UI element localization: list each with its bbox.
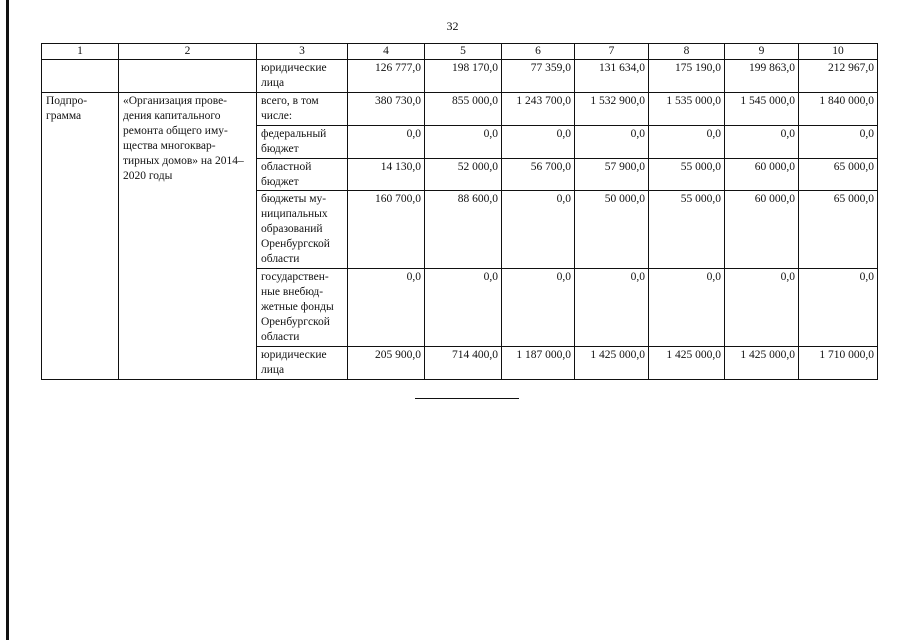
value-cell: 0,0 xyxy=(575,269,649,347)
value-cell: 714 400,0 xyxy=(425,346,502,379)
value-cell: 212 967,0 xyxy=(799,59,878,92)
value-cell: 205 900,0 xyxy=(348,346,425,379)
empty-cell xyxy=(42,59,119,92)
page-number: 32 xyxy=(446,19,459,33)
value-cell: 1 840 000,0 xyxy=(799,92,878,125)
funding-source-cell: юридические лица xyxy=(257,346,348,379)
value-cell: 0,0 xyxy=(799,125,878,158)
value-cell: 0,0 xyxy=(649,269,725,347)
value-cell: 1 710 000,0 xyxy=(799,346,878,379)
value-cell: 0,0 xyxy=(348,125,425,158)
value-cell: 0,0 xyxy=(725,269,799,347)
value-cell: 0,0 xyxy=(425,269,502,347)
closing-divider xyxy=(415,398,519,399)
budget-table xyxy=(41,43,878,380)
funding-source-cell: федеральный бюджет xyxy=(257,125,348,158)
value-cell: 50 000,0 xyxy=(575,191,649,269)
value-cell: 65 000,0 xyxy=(799,158,878,191)
value-cell: 14 130,0 xyxy=(348,158,425,191)
value-cell: 1 425 000,0 xyxy=(725,346,799,379)
header-row xyxy=(42,44,878,60)
column-header: 4 xyxy=(348,44,425,60)
value-cell: 1 187 000,0 xyxy=(502,346,575,379)
value-cell: 160 700,0 xyxy=(348,191,425,269)
value-cell: 1 545 000,0 xyxy=(725,92,799,125)
value-cell: 1 535 000,0 xyxy=(649,92,725,125)
value-cell: 60 000,0 xyxy=(725,158,799,191)
value-cell: 1 425 000,0 xyxy=(649,346,725,379)
value-cell: 52 000,0 xyxy=(425,158,502,191)
column-header: 2 xyxy=(119,44,257,60)
value-cell: 199 863,0 xyxy=(725,59,799,92)
column-header: 5 xyxy=(425,44,502,60)
value-cell: 56 700,0 xyxy=(502,158,575,191)
column-header: 1 xyxy=(42,44,119,60)
value-cell: 126 777,0 xyxy=(348,59,425,92)
value-cell: 65 000,0 xyxy=(799,191,878,269)
value-cell: 0,0 xyxy=(649,125,725,158)
column-header: 8 xyxy=(649,44,725,60)
value-cell: 0,0 xyxy=(799,269,878,347)
value-cell: 0,0 xyxy=(348,269,425,347)
value-cell: 855 000,0 xyxy=(425,92,502,125)
value-cell: 60 000,0 xyxy=(725,191,799,269)
value-cell: 88 600,0 xyxy=(425,191,502,269)
value-cell: 0,0 xyxy=(502,191,575,269)
value-cell: 1 532 900,0 xyxy=(575,92,649,125)
value-cell: 55 000,0 xyxy=(649,158,725,191)
value-cell: 175 190,0 xyxy=(649,59,725,92)
column-header: 3 xyxy=(257,44,348,60)
value-cell: 1 425 000,0 xyxy=(575,346,649,379)
value-cell: 380 730,0 xyxy=(348,92,425,125)
funding-source-cell: областной бюджет xyxy=(257,158,348,191)
value-cell: 77 359,0 xyxy=(502,59,575,92)
funding-source-cell: всего, в том числе: xyxy=(257,92,348,125)
value-cell: 0,0 xyxy=(502,125,575,158)
value-cell: 0,0 xyxy=(725,125,799,158)
column-header: 6 xyxy=(502,44,575,60)
value-cell: 1 243 700,0 xyxy=(502,92,575,125)
column-header: 10 xyxy=(799,44,878,60)
column-header: 7 xyxy=(575,44,649,60)
funding-source-cell: государствен-ные внебюд-жетные фонды Оренбургской области xyxy=(257,269,348,347)
program-type-cell: Подпро-грамма xyxy=(42,92,119,379)
funding-source-cell: юридические лица xyxy=(257,59,348,92)
value-cell: 198 170,0 xyxy=(425,59,502,92)
funding-source-cell: бюджеты му-ниципальных образований Оренбургской области xyxy=(257,191,348,269)
program-name-cell: «Организация прове-дения капитального ремонта общего иму-щества многоквар-тирных домов» на 2014–2020 годы xyxy=(119,92,257,379)
empty-cell xyxy=(119,59,257,92)
column-header: 9 xyxy=(725,44,799,60)
table-row xyxy=(42,92,878,125)
scan-edge-rule xyxy=(6,0,9,640)
value-cell: 0,0 xyxy=(575,125,649,158)
value-cell: 0,0 xyxy=(502,269,575,347)
value-cell: 0,0 xyxy=(425,125,502,158)
value-cell: 131 634,0 xyxy=(575,59,649,92)
value-cell: 55 000,0 xyxy=(649,191,725,269)
value-cell: 57 900,0 xyxy=(575,158,649,191)
table-row xyxy=(42,59,878,92)
